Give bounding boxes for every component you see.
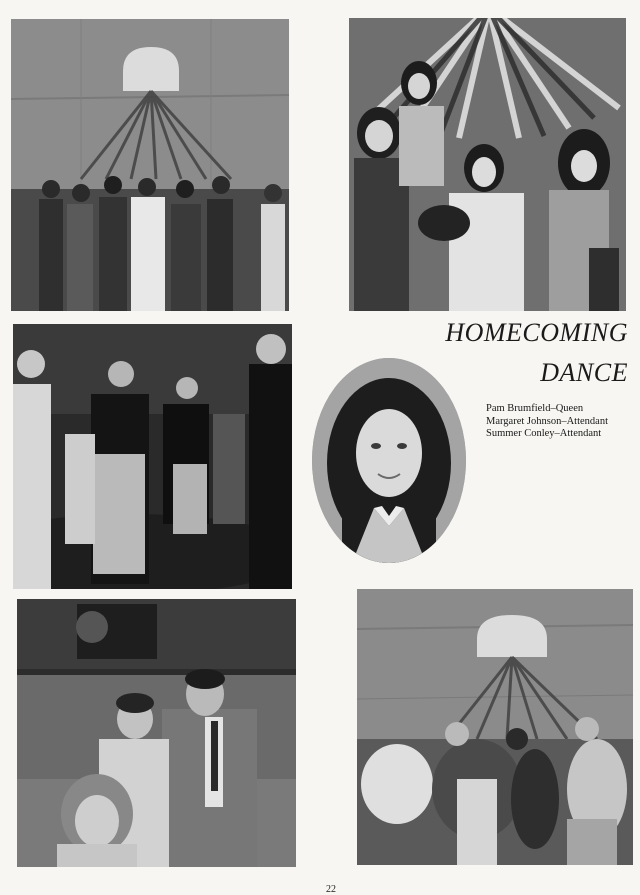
headline-line-1: HOMECOMING — [445, 318, 628, 347]
dancing-photo — [13, 324, 292, 589]
queen-portrait — [312, 358, 466, 563]
group-photo-basketball-hoop — [11, 19, 289, 311]
court-caption — [486, 403, 608, 441]
caption-attendant-2: Summer Conley–Attendant — [486, 428, 602, 440]
dancers-under-canopy-photo — [357, 589, 633, 865]
caption-queen: Pam Brumfield–Queen — [486, 403, 584, 414]
headline-line-2: DANCE — [540, 358, 628, 387]
chaperones-photo — [17, 599, 296, 867]
page-number: 22 — [326, 884, 336, 895]
caption-attendant-1: Margaret Johnson–Attendant — [486, 415, 608, 427]
queen-and-court-photo — [349, 18, 626, 311]
